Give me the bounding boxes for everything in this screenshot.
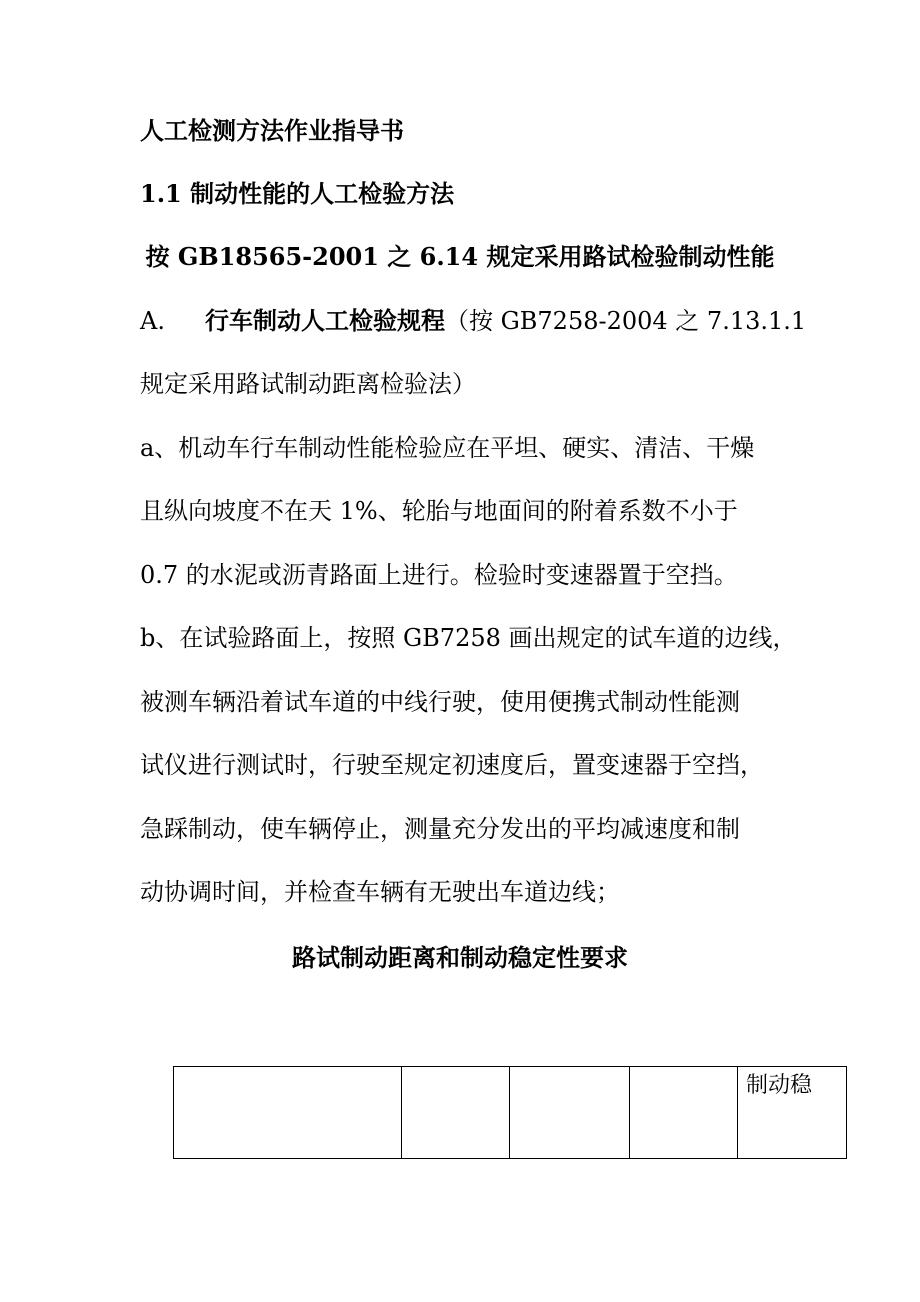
table-cell	[402, 1067, 510, 1159]
paragraph-a-line: 且纵向坡度不在天 1%、轮胎与地面间的附着系数不小于	[140, 497, 738, 525]
requirements-table	[173, 1066, 847, 1159]
document-title: 人工检测方法作业指导书	[140, 116, 404, 145]
paragraph-b-line: 试仪进行测试时，行驶至规定初速度后，置变速器于空挡，	[140, 751, 764, 779]
clause-a-bold: 行车制动人工检验规程	[204, 306, 445, 335]
paragraph-b-line: b、在试验路面上，按照 GB7258 画出规定的试车道的边线，	[140, 624, 797, 652]
section-heading: 1.1 制动性能的人工检验方法	[140, 179, 455, 208]
table-cell	[174, 1067, 402, 1159]
paragraph-b-line: 急踩制动，使车辆停止，测量充分发出的平均减速度和制	[140, 815, 740, 843]
table-title: 路试制动距离和制动稳定性要求	[292, 943, 628, 972]
paragraph-a-line: a、机动车行车制动性能检验应在平坦、硬实、清洁、干燥	[140, 434, 755, 462]
table-cell	[630, 1067, 738, 1159]
subheading: 按 GB18565-2001 之 6.14 规定采用路试检验制动性能	[145, 242, 775, 271]
clause-a-heading-line2: 规定采用路试制动距离检验法）	[140, 370, 476, 398]
paragraph-b-line: 被测车辆沿着试车道的中线行驶，使用便携式制动性能测	[140, 688, 740, 716]
clause-a-rest: （按 GB7258-2004 之 7.13.1.1	[444, 307, 807, 335]
clause-a-label: A.	[140, 307, 165, 335]
table-cell	[510, 1067, 630, 1159]
paragraph-b-line: 动协调时间，并检查车辆有无驶出车道边线；	[140, 878, 620, 906]
clause-a-heading	[140, 305, 806, 337]
paragraph-a-line: 0.7 的水泥或沥青路面上进行。检验时变速器置于空挡。	[140, 561, 738, 589]
table-cell: 制动稳	[738, 1067, 847, 1159]
table-row	[174, 1067, 847, 1159]
